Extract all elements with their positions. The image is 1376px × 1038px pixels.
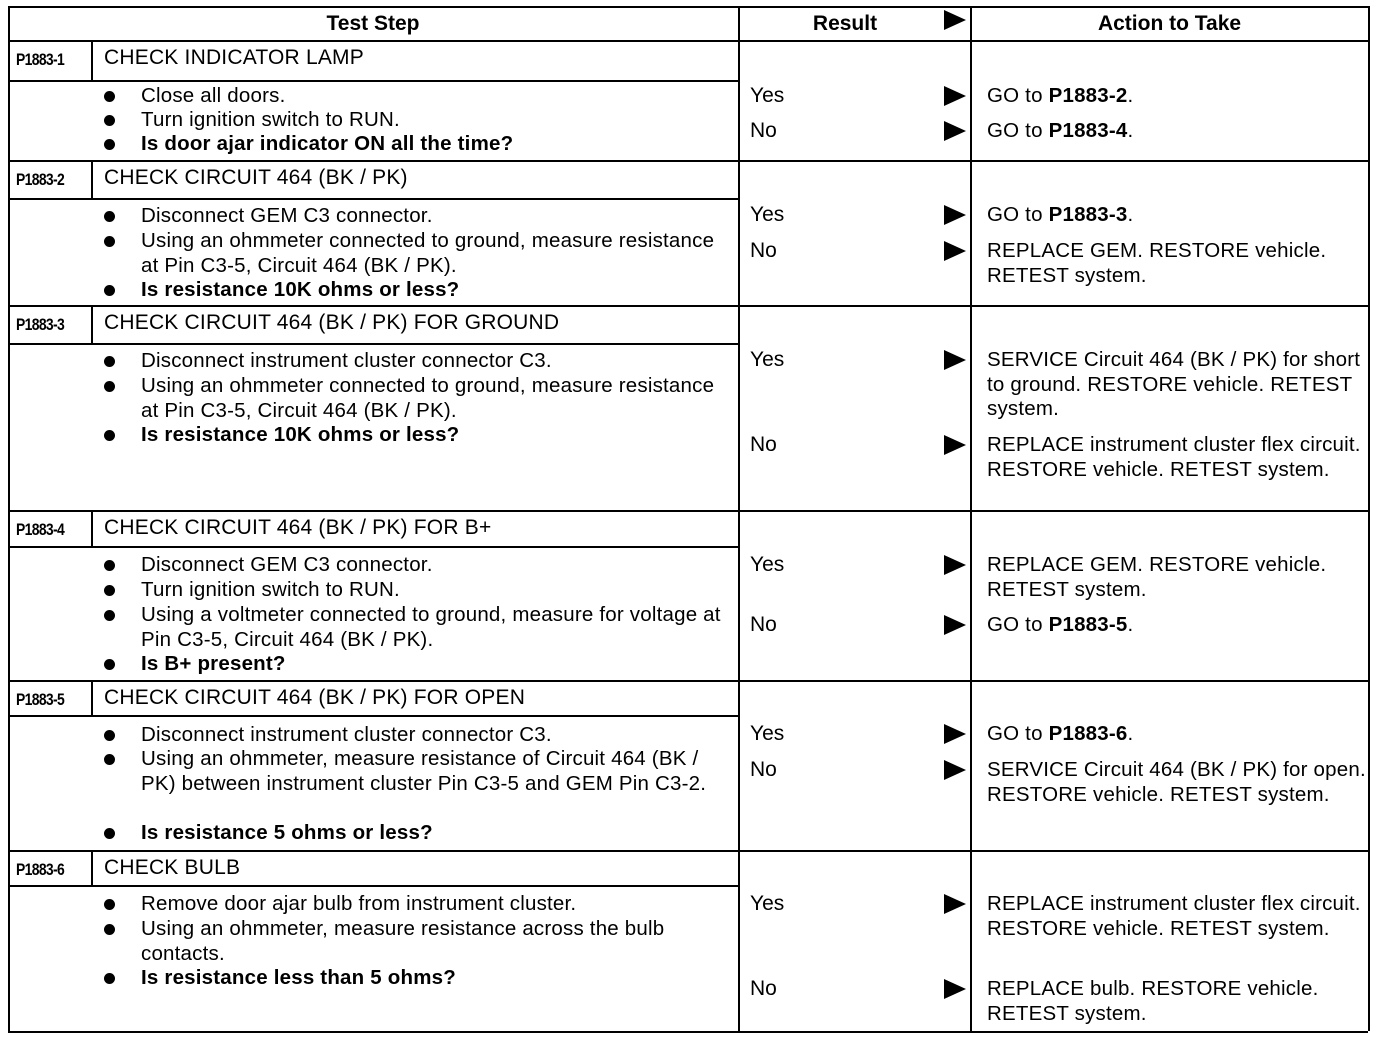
- action-step-link: P1883-3: [1048, 203, 1128, 226]
- step-bullet: [104, 553, 734, 578]
- step-id: P1883-2: [16, 170, 65, 189]
- step-bullet: [104, 747, 734, 796]
- bullet-dot-icon: [104, 285, 115, 296]
- bullet-dot-icon: [104, 211, 115, 222]
- action-prefix: REPLACE GEM. RESTORE vehicle. RETEST system.: [987, 239, 1327, 287]
- bullet-dot-icon: [104, 924, 115, 935]
- step-title-rule: [8, 885, 738, 887]
- step-title-rule: [8, 343, 738, 345]
- step-separator-rule: [8, 850, 1368, 852]
- bullet-dot-icon: [104, 236, 115, 247]
- action-text: [987, 348, 1371, 422]
- action-suffix: .: [1127, 119, 1134, 142]
- step-id: P1883-5: [16, 690, 65, 709]
- bullet-text: Disconnect GEM C3 connector.: [141, 204, 433, 227]
- action-text: [987, 239, 1371, 288]
- bullet-dot-icon: [104, 610, 115, 621]
- step-id-rule: [91, 160, 93, 198]
- result-label: Yes: [750, 722, 785, 745]
- question-text: Is B+ present?: [141, 652, 286, 675]
- action-prefix: SERVICE Circuit 464 (BK / PK) for short to ground. RESTORE vehicle. RETEST system.: [987, 348, 1361, 420]
- action-text: [987, 203, 1371, 228]
- diagnostic-test-table: [8, 6, 1369, 1032]
- action-suffix: .: [1127, 203, 1134, 226]
- step-title-rule: [8, 198, 738, 200]
- bullet-dot-icon: [104, 754, 115, 765]
- step-id: P1883-6: [16, 860, 65, 879]
- bullet-dot-icon: [104, 115, 115, 126]
- bullet-text: Using a voltmeter connected to ground, measure for voltage at Pin C3-5, Circuit 464 (BK / PK).: [141, 603, 721, 651]
- action-prefix: SERVICE Circuit 464 (BK / PK) for open. RESTORE vehicle. RETEST system.: [987, 758, 1366, 806]
- action-prefix: GO to: [987, 119, 1049, 142]
- bullet-dot-icon: [104, 585, 115, 596]
- step-id-rule: [91, 680, 93, 715]
- result-label: Yes: [750, 553, 785, 576]
- action-prefix: GO to: [987, 203, 1049, 226]
- bullet-dot-icon: [104, 730, 115, 741]
- bullet-dot-icon: [104, 659, 115, 670]
- action-suffix: .: [1127, 613, 1134, 636]
- result-label: No: [750, 758, 777, 781]
- step-bullet: [104, 84, 734, 109]
- header-bottom-rule: [8, 40, 1368, 42]
- bullet-text: Disconnect instrument cluster connector C3.: [141, 349, 552, 372]
- step-bullet: [104, 578, 734, 603]
- action-text: [987, 613, 1371, 638]
- step-id-rule: [91, 850, 93, 885]
- bullet-text: Using an ohmmeter, measure resistance across the bulb contacts.: [141, 917, 665, 965]
- bullet-text: Turn ignition switch to RUN.: [141, 108, 400, 131]
- action-text: [987, 977, 1371, 1026]
- step-question: [104, 278, 734, 303]
- result-label: No: [750, 613, 777, 636]
- action-text: [987, 758, 1371, 807]
- step-bullet: [104, 374, 734, 423]
- action-suffix: .: [1127, 722, 1134, 745]
- bullet-text: Using an ohmmeter, measure resistance of Circuit 464 (BK / PK) between instrument cluster Pin C3-5 and GEM Pin C3-2.: [141, 747, 707, 795]
- step-separator-rule: [8, 160, 1368, 162]
- step-separator-rule: [8, 680, 1368, 682]
- action-prefix: GO to: [987, 722, 1049, 745]
- action-step-link: P1883-5: [1048, 613, 1128, 636]
- action-prefix: REPLACE bulb. RESTORE vehicle. RETEST system.: [987, 977, 1319, 1025]
- action-prefix: REPLACE instrument cluster flex circuit. RESTORE vehicle. RETEST system.: [987, 892, 1361, 940]
- result-label: No: [750, 239, 777, 262]
- step-id: P1883-1: [16, 50, 65, 69]
- step-bullet: [104, 108, 734, 133]
- action-prefix: REPLACE GEM. RESTORE vehicle. RETEST system.: [987, 553, 1327, 601]
- result-arrow-icon: [944, 205, 966, 225]
- step-bullet: [104, 917, 734, 966]
- step-title-rule: [8, 715, 738, 717]
- action-step-link: P1883-6: [1048, 722, 1128, 745]
- result-arrow-icon: [944, 350, 966, 370]
- result-label: No: [750, 977, 777, 1000]
- bullet-dot-icon: [104, 139, 115, 150]
- result-label: Yes: [750, 84, 785, 107]
- table-top-rule: [8, 6, 1368, 8]
- step-title-rule: [8, 546, 738, 548]
- result-label: Yes: [750, 203, 785, 226]
- step-title: CHECK CIRCUIT 464 (BK / PK) FOR GROUND: [104, 311, 560, 334]
- bullet-dot-icon: [104, 560, 115, 571]
- question-text: Is resistance 10K ohms or less?: [141, 423, 460, 446]
- bullet-text: Close all doors.: [141, 84, 286, 107]
- step-question: [104, 132, 734, 157]
- step-id-rule: [91, 305, 93, 343]
- bullet-dot-icon: [104, 356, 115, 367]
- table-bottom-rule: [8, 1031, 1368, 1033]
- step-id: P1883-4: [16, 520, 65, 539]
- step-bullet: [104, 204, 734, 229]
- result-arrow-icon: [944, 615, 966, 635]
- step-question: [104, 966, 734, 991]
- action-text: [987, 892, 1371, 941]
- header-test-step: Test Step: [326, 12, 420, 35]
- step-separator-rule: [8, 305, 1368, 307]
- action-step-link: P1883-2: [1048, 84, 1128, 107]
- step-title-rule: [8, 80, 738, 82]
- action-text: [987, 722, 1371, 747]
- bullet-dot-icon: [104, 828, 115, 839]
- question-text: Is door ajar indicator ON all the time?: [141, 132, 514, 155]
- action-prefix: GO to: [987, 84, 1049, 107]
- bullet-text: Using an ohmmeter connected to ground, measure resistance at Pin C3-5, Circuit 464 (BK / PK).: [141, 374, 715, 422]
- result-label: No: [750, 433, 777, 456]
- step-title: CHECK CIRCUIT 464 (BK / PK): [104, 166, 408, 189]
- bullet-text: Turn ignition switch to RUN.: [141, 578, 400, 601]
- bullet-text: Disconnect instrument cluster connector C3.: [141, 723, 552, 746]
- header-result: Result: [812, 12, 878, 35]
- step-id: P1883-3: [16, 315, 65, 334]
- result-label: Yes: [750, 892, 785, 915]
- bullet-dot-icon: [104, 973, 115, 984]
- question-text: Is resistance 5 ohms or less?: [141, 821, 433, 844]
- bullet-text: Using an ohmmeter connected to ground, measure resistance at Pin C3-5, Circuit 464 (BK / PK).: [141, 229, 715, 277]
- step-bullet: [104, 229, 734, 278]
- action-suffix: .: [1127, 84, 1134, 107]
- header-arrow-icon: [944, 10, 966, 30]
- step-id-rule: [91, 40, 93, 80]
- step-title: CHECK CIRCUIT 464 (BK / PK) FOR B+: [104, 516, 492, 539]
- step-question: [104, 423, 734, 448]
- bullet-text: Disconnect GEM C3 connector.: [141, 553, 433, 576]
- step-title: CHECK BULB: [104, 856, 241, 879]
- step-question: [104, 821, 734, 846]
- result-arrow-icon: [944, 894, 966, 914]
- step-title: CHECK INDICATOR LAMP: [104, 46, 364, 69]
- question-text: Is resistance 10K ohms or less?: [141, 278, 460, 301]
- step-question: [104, 652, 734, 677]
- result-label: No: [750, 119, 777, 142]
- result-arrow-icon: [944, 121, 966, 141]
- action-text: [987, 84, 1371, 109]
- action-text: [987, 119, 1371, 144]
- bullet-text: Remove door ajar bulb from instrument cluster.: [141, 892, 577, 915]
- step-bullet: [104, 349, 734, 374]
- step-bullet: [104, 723, 734, 748]
- bullet-dot-icon: [104, 91, 115, 102]
- result-arrow-icon: [944, 435, 966, 455]
- result-arrow-icon: [944, 555, 966, 575]
- result-label: Yes: [750, 348, 785, 371]
- result-arrow-icon: [944, 979, 966, 999]
- bullet-dot-icon: [104, 899, 115, 910]
- result-arrow-icon: [944, 241, 966, 261]
- step-id-rule: [91, 510, 93, 546]
- action-step-link: P1883-4: [1048, 119, 1128, 142]
- result-arrow-icon: [944, 760, 966, 780]
- result-arrow-icon: [944, 724, 966, 744]
- action-prefix: REPLACE instrument cluster flex circuit. RESTORE vehicle. RETEST system.: [987, 433, 1361, 481]
- bullet-dot-icon: [104, 430, 115, 441]
- step-bullet: [104, 603, 734, 652]
- step-title: CHECK CIRCUIT 464 (BK / PK) FOR OPEN: [104, 686, 526, 709]
- result-arrow-icon: [944, 86, 966, 106]
- action-text: [987, 553, 1371, 602]
- question-text: Is resistance less than 5 ohms?: [141, 966, 456, 989]
- header-action: Action to Take: [1097, 12, 1242, 35]
- action-text: [987, 433, 1371, 482]
- bullet-dot-icon: [104, 381, 115, 392]
- action-prefix: GO to: [987, 613, 1049, 636]
- table-right-rule: [1368, 6, 1370, 1031]
- step-bullet: [104, 892, 734, 917]
- step-separator-rule: [8, 510, 1368, 512]
